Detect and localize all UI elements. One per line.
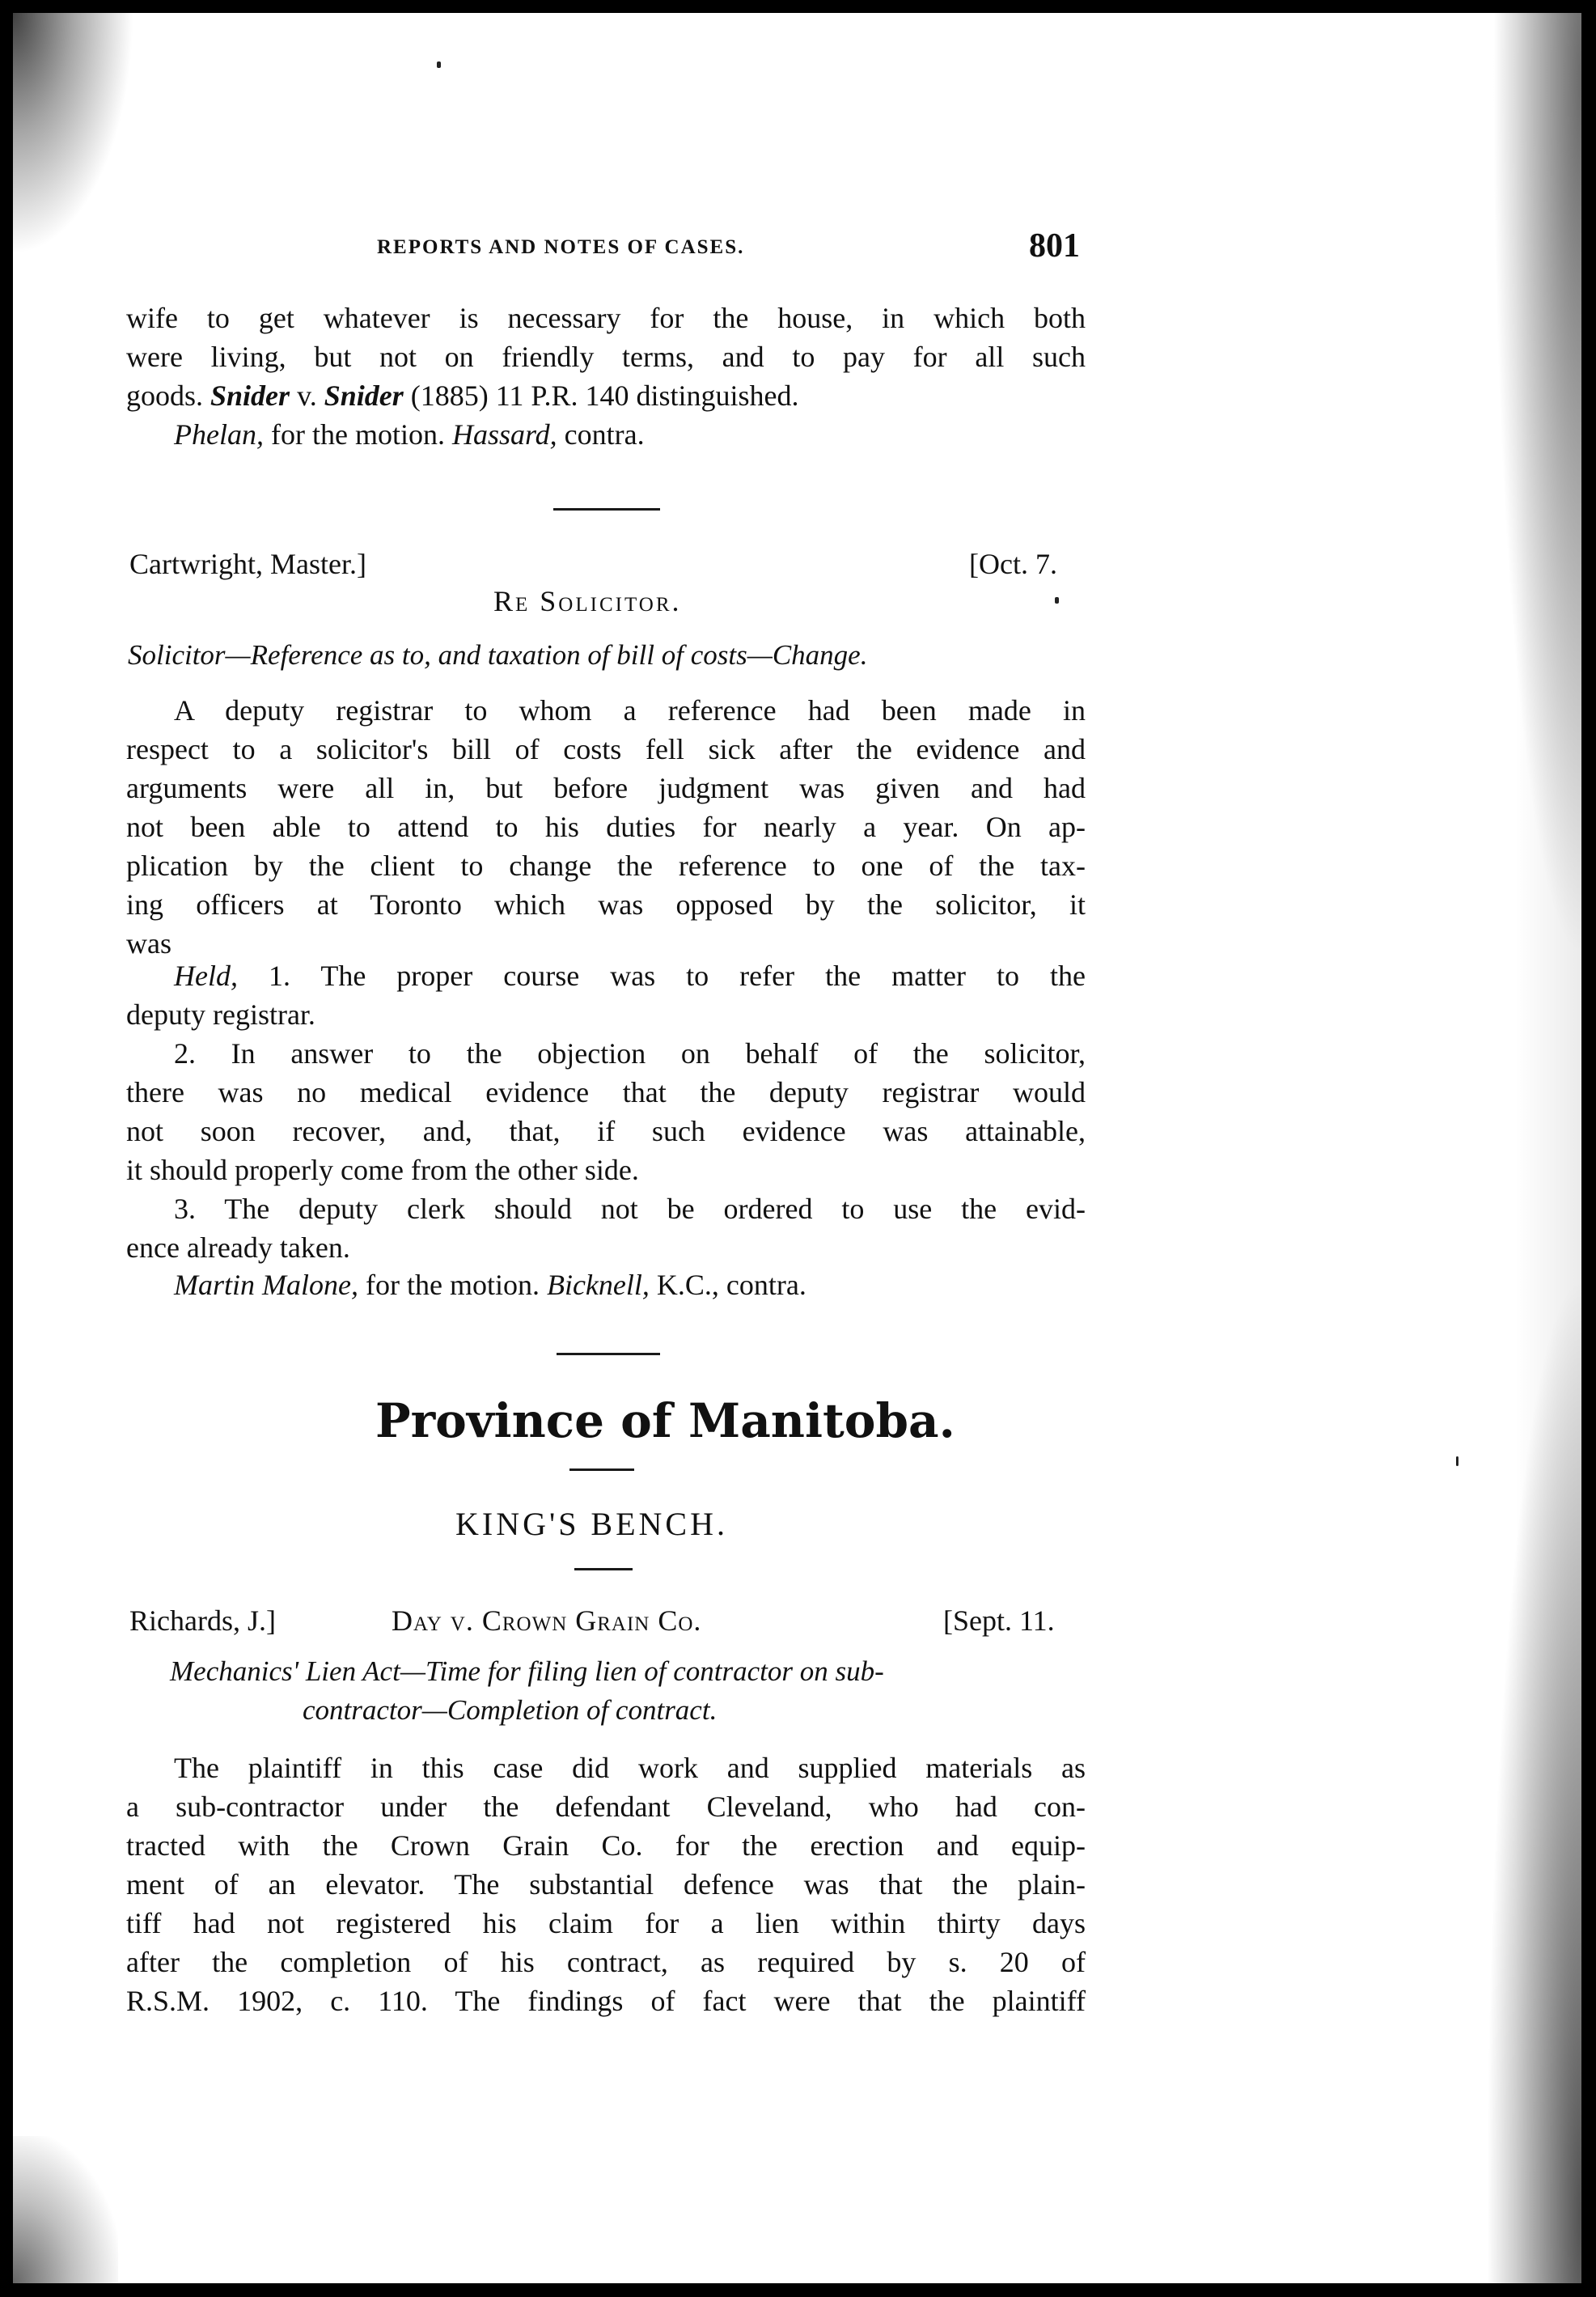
text-line: a sub-contractor under the defendant Cleveland, who had con- <box>126 1791 1086 1823</box>
scan-noise-right-margin <box>1359 13 1581 2283</box>
divider-rule <box>569 1468 634 1471</box>
counsel-line <box>174 416 645 453</box>
scan-noise-bottom-left <box>13 2136 118 2283</box>
text-line: it should properly come from the other side. <box>126 1154 639 1186</box>
text-line: there was no medical evidence that the deputy registrar would <box>126 1076 1086 1108</box>
text-span: goods. <box>126 379 211 412</box>
held-line <box>174 957 1086 994</box>
scan-speck <box>1456 1456 1458 1466</box>
headnote: Mechanics' Lien Act—Time for filing lien of contractor on sub- <box>170 1655 884 1687</box>
headnote: contractor—Completion of contract. <box>303 1694 718 1726</box>
counsel-line <box>174 1266 806 1303</box>
text-line: plication by the client to change the reference to one of the tax- <box>126 850 1086 882</box>
text-line: arguments were all in, but before judgment was given and had <box>126 772 1086 804</box>
text-span: (1885) 11 P.R. 140 distinguished. <box>403 379 799 412</box>
text-line: The plaintiff in this case did work and supplied materials as <box>174 1752 1086 1784</box>
text-line: R.S.M. 1902, c. 110. The findings of fact were that the plaintiff <box>126 1985 1086 2017</box>
scan-edge-left <box>0 0 13 2297</box>
text-line: 2. In answer to the objection on behalf of the solicitor, <box>174 1037 1086 1070</box>
text-span: for the motion. <box>358 1269 547 1301</box>
case-date: [Oct. 7. <box>969 548 1057 580</box>
case-date: [Sept. 11. <box>943 1604 1055 1637</box>
divider-rule <box>553 508 660 511</box>
divider-rule <box>574 1568 633 1570</box>
text-line: after the completion of his contract, as required by s. 20 of <box>126 1946 1086 1978</box>
text-line: was <box>126 927 171 960</box>
judge-label: Richards, J.] <box>129 1604 276 1637</box>
case-name: Snider <box>324 379 404 412</box>
text-line: ing officers at Toronto which was opposed by the solicitor, it <box>126 888 1086 921</box>
court-name: KING'S BENCH. <box>455 1506 728 1542</box>
text-line <box>126 377 798 414</box>
scan-edge-top <box>0 0 1596 13</box>
running-header: REPORTS AND NOTES OF CASES. <box>377 236 745 258</box>
text-line: ence already taken. <box>126 1231 350 1264</box>
judge-label: Cartwright, Master.] <box>129 548 366 580</box>
text-line: tiff had not registered his claim for a lien within thirty days <box>126 1907 1086 1939</box>
held-label: Held, <box>174 960 238 992</box>
text-line: 3. The deputy clerk should not be ordered to use the evid- <box>174 1193 1086 1225</box>
text-line: were living, but not on friendly terms, and to pay for all such <box>126 341 1086 373</box>
case-name: Snider <box>210 379 290 412</box>
counsel-name: Hassard, <box>451 418 557 451</box>
scan-speck <box>437 61 441 68</box>
section-title: Province of Manitoba. <box>375 1393 955 1448</box>
scan-edge-bottom <box>0 2283 1596 2297</box>
text-line: not soon recover, and, that, if such evidence was attainable, <box>126 1115 1086 1147</box>
text-span: contra. <box>557 418 645 451</box>
divider-rule <box>557 1353 660 1355</box>
text-line: A deputy registrar to whom a reference had been made in <box>174 694 1086 727</box>
counsel-name: Phelan, <box>174 418 264 451</box>
page-number: 801 <box>1029 227 1080 265</box>
text-line: deputy registrar. <box>126 998 315 1031</box>
text-span: v. <box>290 379 324 412</box>
text-line: respect to a solicitor's bill of costs fell sick after the evidence and <box>126 733 1086 765</box>
case-title: Day v. Crown Grain Co. <box>392 1604 702 1637</box>
text-line: not been able to attend to his duties for nearly a year. On ap- <box>126 811 1086 843</box>
text-line: ment of an elevator. The substantial defence was that the plain- <box>126 1868 1086 1901</box>
text-line: tracted with the Crown Grain Co. for the erection and equip- <box>126 1829 1086 1862</box>
headnote: Solicitor—Reference as to, and taxation of bill of costs—Change. <box>128 639 868 671</box>
counsel-name: Martin Malone, <box>174 1269 358 1301</box>
counsel-name: Bicknell, <box>546 1269 650 1301</box>
text-span: for the motion. <box>263 418 452 451</box>
case-title: Re Solicitor. <box>493 585 682 617</box>
text-line: wife to get whatever is necessary for the house, in which both <box>126 302 1086 334</box>
text-span: 1. The proper course was to refer the matter to the <box>237 960 1086 992</box>
scan-edge-right <box>1581 0 1596 2297</box>
text-span: K.C., contra. <box>649 1269 806 1301</box>
scan-noise-top-left <box>13 13 134 256</box>
scan-speck <box>1055 597 1059 604</box>
